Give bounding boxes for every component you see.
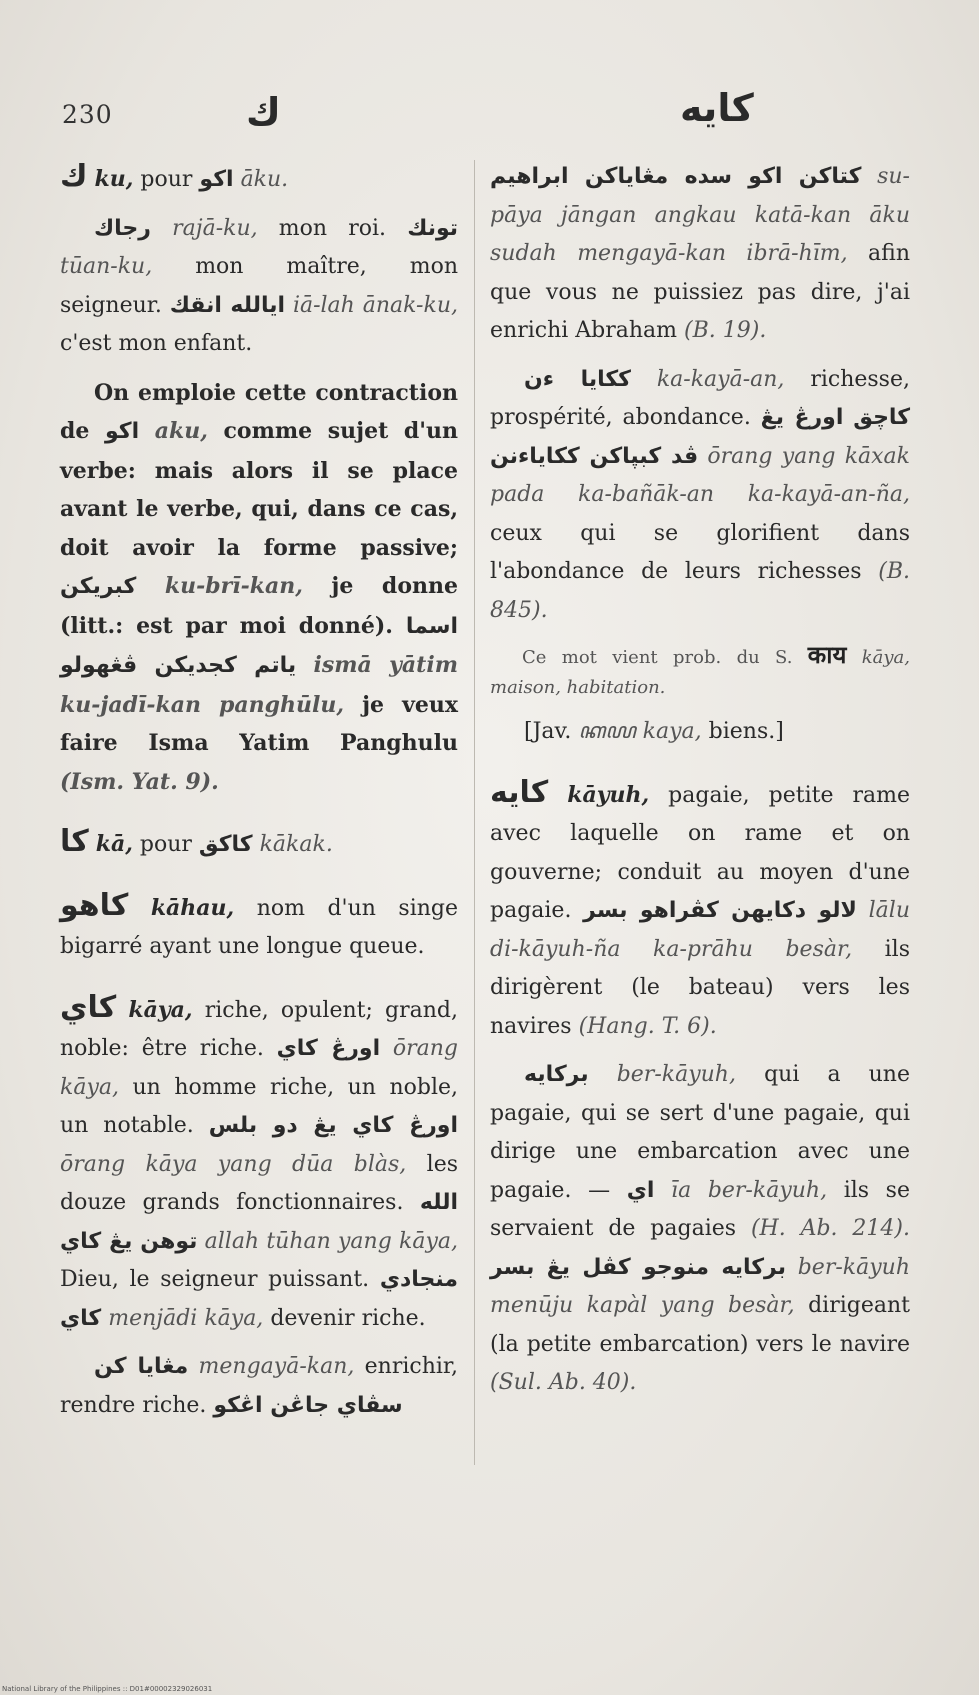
text: richesse, prospérité, abondance.: [490, 366, 910, 430]
paragraph: [490, 158, 910, 351]
entry-line: [60, 887, 458, 967]
etymology-note: [490, 640, 910, 703]
text: pour: [139, 832, 192, 857]
text: je donne (litt.: est par moi donné).: [60, 573, 458, 639]
text: devenir riche.: [270, 1305, 426, 1331]
paragraph: [60, 374, 458, 802]
headword: kāya,: [128, 996, 193, 1023]
paragraph: [490, 1056, 910, 1403]
transliteration: aku,: [154, 418, 208, 444]
headword-arabic: ك: [60, 159, 88, 194]
headword-arabic: كا: [60, 824, 89, 859]
paragraph: [60, 210, 458, 364]
arabic-text: ياتم كجديكن ڤڠهولو: [60, 653, 297, 678]
headword-arabic: كاهو: [60, 887, 129, 923]
arabic-text: ككايا ءن: [524, 366, 631, 392]
arabic-text: اسما: [405, 613, 458, 639]
scan-footer: National Library of the Philippines :: D01#00002329026031: [2, 1685, 213, 1693]
text: afin que vous ne puissiez pas dire, j'ai enrichi Abraham: [490, 241, 910, 343]
citation: (Sul. Ab. 40).: [490, 1370, 637, 1395]
arabic-text: كبريكن: [60, 574, 137, 599]
arabic-text: مڠايا كن: [94, 1354, 189, 1379]
transliteration: lālu di-kāyuh-ña ka-prāhu besàr,: [490, 898, 910, 962]
text: dirigeant (la petite embarcation) vers le navire: [490, 1293, 910, 1357]
citation: (Hang. T. 6).: [578, 1013, 717, 1039]
transliteration: ismā yātim ku-jadī-kan panghūlu,: [60, 652, 458, 718]
transliteration: su-pāya jāngan angkau katā-kan āku sudah mengayā-kan ibrā-hīm,: [490, 164, 910, 266]
arabic-text: اورڠ كاي يڠ دو بلس: [208, 1113, 459, 1138]
transliteration: ōrang kāya yang dūa blàs,: [60, 1151, 407, 1177]
transliteration: āku.: [240, 167, 289, 192]
page-header: [0, 86, 979, 142]
text: Ce mot vient prob. du S.: [522, 647, 793, 668]
page-number: 230: [62, 100, 113, 129]
arabic-text: كتاكن اكو سده مڠاياكن ابراهيم: [490, 164, 862, 189]
text: Dieu, le seigneur puissant.: [60, 1267, 370, 1292]
citation: (B. 845).: [490, 559, 910, 623]
arabic-text: تونك: [407, 215, 459, 241]
arabic-text: اكو: [105, 419, 140, 444]
text: qui a une pagaie, qui se sert d'une pagaie, qui dirige une embarcation avec une pagaie. —: [490, 1062, 910, 1203]
transliteration: iā-lah ānak-ku,: [292, 292, 458, 318]
text: ils dirigèrent (le bateau) vers les navires: [490, 936, 910, 1039]
transliteration: ber-kāyuh,: [616, 1062, 736, 1087]
arabic-text: رجاك: [94, 215, 151, 241]
text: ils se servaient de pagaies: [490, 1177, 910, 1241]
entry-kaya: [60, 989, 458, 1426]
left-running-head: ك: [246, 90, 281, 134]
transliteration: kākak.: [259, 832, 333, 857]
paragraph: [60, 1348, 458, 1425]
arabic-text: ايالله انقك: [169, 292, 286, 318]
text: On emploie cette contraction de: [60, 379, 458, 444]
text: mon roi.: [278, 215, 387, 241]
text: les douze grands fonctionnaires.: [60, 1151, 459, 1215]
arabic-text: اورڠ كاي: [276, 1036, 381, 1061]
paragraph: [490, 361, 910, 631]
headword: kāyuh,: [567, 781, 650, 808]
arabic-text: منجادي كاي: [60, 1267, 458, 1331]
headword: kā,: [95, 831, 133, 857]
text: biens.]: [708, 719, 784, 744]
arabic-text: الله توهن يڠ كاي: [60, 1190, 458, 1254]
text: ceux qui se glorifient dans l'abondance de leurs richesses: [490, 520, 910, 584]
transliteration: mengayā-kan,: [198, 1354, 355, 1379]
citation: (H. Ab. 214).: [750, 1216, 910, 1241]
javanese-note: [490, 713, 910, 752]
citation: (Ism. Yat. 9).: [60, 768, 219, 795]
transliteration: ku-brī-kan,: [164, 573, 303, 599]
headword-arabic: كايه: [490, 774, 549, 810]
javanese-glyph: ꦏꦪ: [578, 719, 636, 744]
arabic-text: سڤاي جاڠن اڠكو: [213, 1392, 403, 1418]
entry-line: [60, 158, 458, 200]
text: enrichir, rendre riche.: [60, 1354, 458, 1418]
right-running-head: كايه: [680, 86, 754, 130]
text: pour: [140, 167, 193, 192]
arabic-text: اكو: [199, 167, 234, 192]
transliteration: allah tūhan yang kāya,: [204, 1228, 459, 1254]
arabic-text: كاكق: [198, 832, 253, 857]
citation: (B. 19).: [684, 318, 767, 343]
entry-ku: [60, 158, 458, 801]
transliteration: rajā-ku,: [172, 215, 258, 241]
text: mon maître, mon seigneur.: [60, 254, 459, 318]
transliteration: kāya, maison, habitation.: [490, 647, 910, 698]
arabic-text: كاچق ڤد كبڽاكن ككاياءنن: [490, 405, 910, 469]
entry-line: [60, 989, 458, 1339]
right-column: [490, 158, 910, 1425]
column-divider: [474, 160, 475, 1465]
arabic-text: اورڠ يڠ: [760, 405, 844, 430]
definition: pagaie, petite rame avec laquelle on rame et on gouverne; conduit au moyen d'une pagaie.: [490, 782, 911, 923]
transliteration: kaya,: [642, 719, 702, 744]
headword: kāhau,: [150, 894, 235, 921]
transliteration: menjādi kāya,: [108, 1305, 264, 1331]
transliteration: tūan-ku,: [60, 254, 153, 279]
headword-arabic: كاي: [60, 989, 117, 1025]
text: c'est mon enfant.: [60, 331, 253, 356]
transliteration: ōrang kāya,: [60, 1036, 459, 1100]
transliteration: ōrang yang kāxak pada ka-bañāk-an ka-kayā-an-ña,: [490, 443, 910, 507]
arabic-text: بركايه منوجو كڤل يڠ بسر: [490, 1254, 787, 1280]
entry-kayuh: [490, 774, 910, 1403]
entry-ka: [60, 823, 458, 865]
arabic-text: لالو دكايهن كڤراهو بسر: [583, 898, 857, 923]
transliteration: ka-kayā-an,: [656, 366, 785, 392]
entry-kahau: [60, 887, 458, 967]
transliteration: īa ber-kāyuh,: [671, 1177, 828, 1203]
text: un homme riche, un noble, un notable.: [60, 1074, 458, 1138]
transliteration: ber-kāyuh menūju kapàl yang besàr,: [490, 1254, 910, 1318]
devanagari-text: काय: [807, 641, 847, 669]
arabic-text: بركايه: [524, 1062, 589, 1087]
headword: ku,: [94, 166, 134, 192]
text: [Jav.: [524, 719, 572, 744]
entry-line: [490, 774, 910, 1047]
text: je veux faire Isma Yatim Panghulu: [60, 691, 458, 756]
entry-line: [60, 823, 458, 865]
arabic-text: اي: [626, 1177, 655, 1203]
entry-continuation: [490, 158, 910, 752]
text: comme sujet d'un verbe: mais alors il se place avant le verbe, qui, dans ce cas, doit avoir la forme passive;: [60, 418, 458, 561]
left-column: [60, 158, 458, 1447]
definition: nom d'un singe bigarré ayant une longue queue.: [60, 895, 458, 959]
definition: riche, opulent; grand, noble: être riche.: [60, 997, 459, 1061]
